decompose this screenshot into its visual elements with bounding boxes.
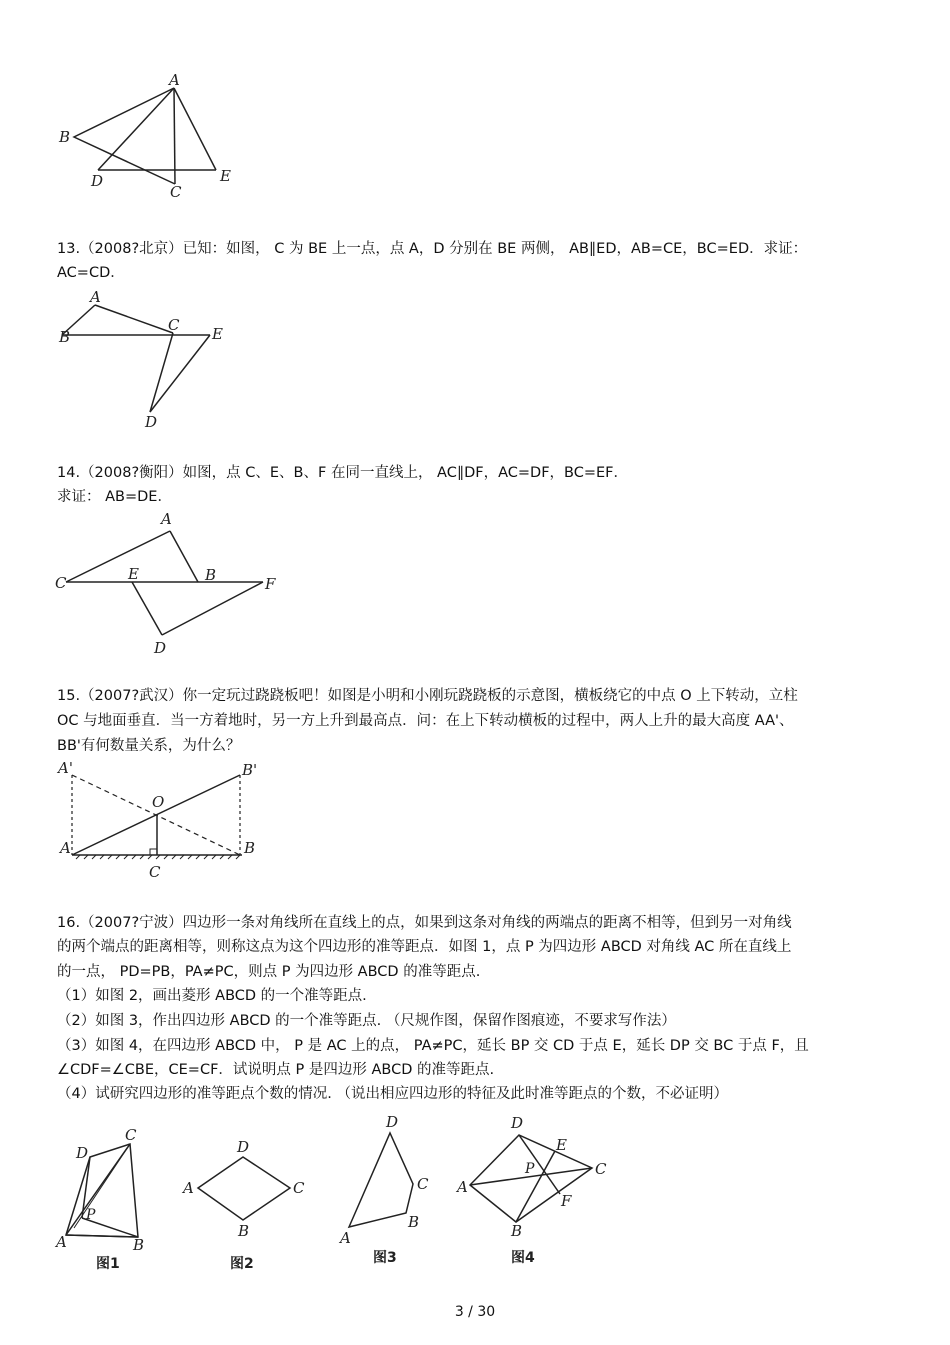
q15-line1: 15.（2007?武汉）你一定玩过跷跷板吧！如图是小明和小刚玩跷跷板的示意图，横板绕它的中点 O 上下转动，立柱 (57, 688, 798, 704)
q14-line2: 求证： AB=DE． (57, 489, 172, 505)
label-b: B (59, 128, 71, 146)
label-b: B (205, 566, 217, 584)
label-e: E (212, 325, 223, 343)
label-f: F (561, 1192, 572, 1210)
label-d: D (145, 413, 158, 431)
caption-fig4: 图4 (511, 1250, 535, 1266)
label-a: A (90, 288, 101, 306)
q16-line7: ∠CDF=∠CBE，CE=CF．试说明点 P 是四边形 ABCD 的准等距点. (57, 1062, 495, 1078)
figure-q14 (50, 505, 290, 655)
figure-1 (50, 1120, 160, 1280)
label-c: C (293, 1179, 305, 1197)
q15-line2: OC 与地面垂直．当一方着地时，另一方上升到最高点．问：在上下转动横板的过程中，两人上升的最大高度 AA'、 (57, 713, 794, 729)
label-b: B (133, 1236, 145, 1254)
label-c: C (125, 1126, 137, 1144)
page-number: 3 / 30 (454, 1304, 496, 1320)
label-d: D (154, 639, 167, 657)
q16-line1: 16.（2007?宁波）四边形一条对角线所在直线上的点，如果到这条对角线的两端点的距离不相等，但到另一对角线 (57, 915, 792, 931)
figure-q15 (50, 755, 280, 885)
q16-line5: （2）如图 3，作出四边形 ABCD 的一个准等距点. （尺规作图，保留作图痕迹，不要求写作法） (57, 1013, 676, 1029)
caption-fig1: 图1 (96, 1256, 120, 1272)
q16-line8: （4）试研究四边形的准等距点个数的情况. （说出相应四边形的特征及此时准等距点的个数，不必证明） (57, 1086, 728, 1102)
label-c: C (168, 316, 180, 334)
q13-line2: AC=CD． (57, 265, 125, 281)
label-e: E (556, 1136, 567, 1154)
label-o: O (152, 793, 165, 811)
label-c: C (417, 1175, 429, 1193)
label-p: P (86, 1207, 96, 1223)
q14-line1: 14.（2008?衡阳）如图，点 C、E、B、F 在同一直线上， AC∥DF，AC=DF，BC=EF． (57, 465, 629, 481)
label-d: D (386, 1113, 399, 1131)
label-b: B (408, 1213, 420, 1231)
label-b: B (59, 328, 71, 346)
label-d: D (76, 1144, 89, 1162)
label-d: D (511, 1114, 524, 1132)
caption-fig3: 图3 (373, 1250, 397, 1266)
label-b: B (511, 1222, 523, 1240)
label-b-prime: B' (242, 761, 258, 779)
label-b: B (238, 1222, 250, 1240)
label-a: A (183, 1179, 194, 1197)
label-c: C (595, 1160, 607, 1178)
q13-line1: 13.（2008?北京）已知：如图， C 为 BE 上一点，点 A，D 分别在 BE 两侧， AB∥ED，AB=CE，BC=ED．求证： (57, 241, 808, 257)
q16-line3: 的一点， PD=PB，PA≠PC，则点 P 为四边形 ABCD 的准等距点. (57, 964, 481, 980)
label-c: C (55, 574, 67, 592)
label-a: A (457, 1178, 468, 1196)
caption-fig2: 图2 (230, 1256, 254, 1272)
label-a: A (56, 1233, 67, 1251)
q16-line2: 的两个端点的距离相等，则称这点为这个四边形的准等距点．如图 1，点 P 为四边形 ABCD 对角线 AC 所在直线上 (57, 939, 792, 955)
label-a: A (60, 839, 71, 857)
q15-line3: BB'有何数量关系，为什么？ (57, 738, 241, 754)
label-e: E (128, 565, 139, 583)
label-c: C (170, 183, 182, 201)
label-d: D (91, 172, 104, 190)
label-p: P (525, 1161, 535, 1177)
label-e: E (220, 167, 231, 185)
label-a: A (161, 510, 172, 528)
figure-3 (335, 1110, 445, 1270)
label-c: C (149, 863, 161, 881)
label-a: A (340, 1229, 351, 1247)
q16-line6: （3）如图 4，在四边形 ABCD 中， P 是 AC 上的点， PA≠PC，延长 BP 交 CD 于点 E，延长 DP 交 BC 于点 F，且 (57, 1038, 809, 1054)
q16-line4: （1）如图 2，画出菱形 ABCD 的一个准等距点. (57, 988, 367, 1004)
figure-q12 (50, 70, 250, 200)
label-a-prime: A' (58, 759, 73, 777)
label-a: A (169, 71, 180, 89)
label-d: D (237, 1138, 250, 1156)
figure-2 (180, 1130, 320, 1280)
label-b: B (244, 839, 256, 857)
label-f: F (265, 575, 276, 593)
figure-q13 (50, 285, 250, 435)
figure-4 (455, 1110, 615, 1270)
